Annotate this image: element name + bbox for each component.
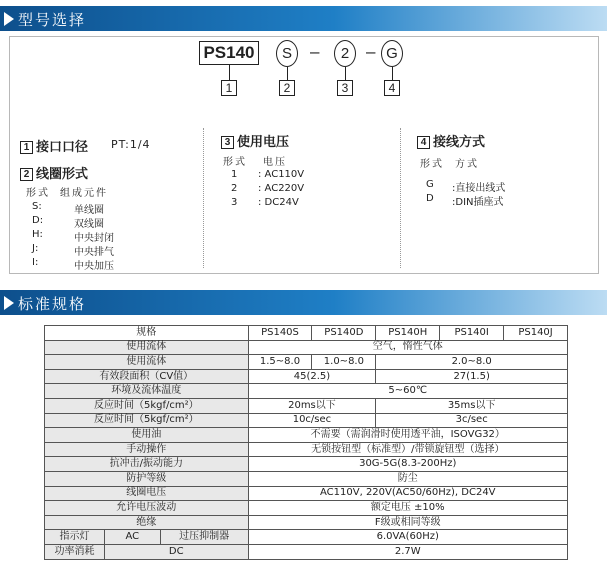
spec-label: 手动操作 [45, 442, 249, 457]
coil-desc: 中央加压 [74, 261, 114, 272]
index-badge: 2 [20, 168, 33, 181]
connector-line [392, 67, 393, 80]
index-box-3: 3 [337, 80, 353, 96]
spec-label: 有效段面积（CV值） [45, 369, 249, 384]
spec-value: 1.0~8.0 [312, 355, 376, 370]
spec-table [44, 325, 568, 560]
wiring-title: 接线方式 [433, 135, 486, 150]
spec-value: 1.5~8.0 [248, 355, 312, 370]
model-code-dash: – [310, 42, 320, 61]
spec-label: 使用油 [45, 428, 249, 443]
model-header: PS140D [312, 326, 376, 341]
coil-desc: 双线圈 [74, 219, 104, 230]
spec-label: DC [104, 544, 248, 559]
table-row [45, 544, 568, 559]
spec-label: 反应时间（5kgf/cm²） [45, 413, 249, 428]
spec-value: 10c/sec [248, 413, 376, 428]
coil-desc: 单线圈 [74, 205, 104, 216]
index-box-4: 4 [384, 80, 400, 96]
spec-label: 过压抑制器 [160, 530, 248, 545]
spec-value: 45(2.5) [248, 369, 376, 384]
spec-value: AC110V, 220V(AC50/60Hz), DC24V [248, 486, 567, 501]
connector-line [287, 67, 288, 80]
table-row [45, 486, 568, 501]
spec-value: 30G-5G(8.3-200Hz) [248, 457, 567, 472]
spec-value: 35ms以下 [376, 398, 568, 413]
voltage-code: 2 [231, 183, 238, 194]
table-row [45, 340, 568, 355]
spec-value: 无锁按钮型（标准型）/带锁旋钮型（选择） [248, 442, 567, 457]
table-row [45, 398, 568, 413]
coil-code: H: [32, 229, 43, 240]
port-size-value: PT:1/4 [111, 138, 151, 151]
model-header: PS140J [504, 326, 568, 341]
coil-code: I: [32, 257, 39, 268]
index-box-1: 1 [221, 80, 237, 96]
voltage-code: 3 [231, 197, 238, 208]
table-row [45, 355, 568, 370]
play-triangle-icon [4, 296, 14, 310]
spec-value: 5~60℃ [248, 384, 567, 399]
index-badge: 3 [221, 136, 234, 149]
spec-value: F级或相同等级 [248, 515, 567, 530]
model-code-wiring-circle: G [381, 40, 403, 67]
spec-label: 使用流体 [45, 355, 249, 370]
table-row [45, 501, 568, 516]
spec-label: AC [104, 530, 160, 545]
connector-line [229, 65, 230, 80]
table-row [45, 457, 568, 472]
index-box-2: 2 [279, 80, 295, 96]
coil-code: S: [32, 201, 42, 212]
voltage-header-form: 形式 [223, 157, 247, 168]
voltage-desc: : AC220V [258, 183, 305, 194]
spec-label: 反应时间（5kgf/cm²） [45, 398, 249, 413]
section-title: 标准规格 [18, 295, 87, 313]
spec-value: 27(1.5) [376, 369, 568, 384]
coil-code: J: [32, 243, 39, 254]
spec-value: 6.0VA(60Hz) [248, 530, 567, 545]
model-code-dash: – [366, 42, 376, 61]
wiring-code: D [426, 193, 434, 204]
spec-value: 额定电压 ±10% [248, 501, 567, 516]
model-code-main: PS140 [199, 41, 259, 65]
table-row [45, 442, 568, 457]
section-header-standard-spec [0, 290, 607, 315]
index-badge: 4 [417, 136, 430, 149]
index-badge: 1 [20, 141, 33, 154]
coil-desc: 中央排气 [74, 247, 114, 258]
spec-label: 规格 [45, 326, 249, 341]
column-divider [400, 128, 401, 268]
port-size-heading [20, 136, 88, 155]
coil-type-title: 线圈形式 [36, 167, 89, 182]
spec-label: 防护等级 [45, 471, 249, 486]
connector-line [345, 67, 346, 80]
spec-label: 指示灯 [45, 530, 105, 545]
table-row [45, 530, 568, 545]
section-header-model-selection [0, 6, 607, 31]
table-row [45, 384, 568, 399]
column-divider [203, 128, 204, 268]
coil-desc: 中央封闭 [74, 233, 114, 244]
model-code-voltage-circle: 2 [334, 40, 356, 67]
table-row [45, 326, 568, 341]
table-row [45, 515, 568, 530]
spec-label: 线圈电压 [45, 486, 249, 501]
table-row [45, 369, 568, 384]
section-title: 型号选择 [18, 11, 87, 29]
spec-value: 2.0~8.0 [376, 355, 568, 370]
spec-value: 防尘 [248, 471, 567, 486]
wiring-header-way: 方式 [455, 159, 479, 170]
wiring-desc: :DIN插座式 [452, 197, 504, 208]
spec-label: 环境及流体温度 [45, 384, 249, 399]
wiring-header-form: 形式 [420, 159, 444, 170]
spec-label: 允许电压波动 [45, 501, 249, 516]
spec-label: 使用流体 [45, 340, 249, 355]
spec-value: 空气，惰性气体 [248, 340, 567, 355]
voltage-header-voltage: 电压 [263, 157, 287, 168]
voltage-title: 使用电压 [237, 135, 290, 150]
model-header: PS140H [376, 326, 440, 341]
spec-label: 绝缘 [45, 515, 249, 530]
spec-label: 功率消耗 [45, 544, 105, 559]
coil-code: D: [32, 215, 44, 226]
spec-value: 2.7W [248, 544, 567, 559]
play-triangle-icon [4, 12, 14, 26]
coil-type-heading [20, 163, 88, 182]
table-row [45, 413, 568, 428]
voltage-code: 1 [231, 169, 238, 180]
coil-header-components: 组成元件 [60, 188, 108, 199]
model-header: PS140S [248, 326, 312, 341]
wiring-code: G [426, 179, 434, 190]
spec-value: 20ms以下 [248, 398, 376, 413]
coil-header-form: 形式 [26, 188, 50, 199]
spec-label: 抗冲击/振动能力 [45, 457, 249, 472]
wiring-desc: :直接出线式 [452, 183, 506, 194]
spec-value: 3c/sec [376, 413, 568, 428]
model-header: PS140I [440, 326, 504, 341]
voltage-heading [221, 131, 289, 150]
wiring-heading [417, 131, 485, 150]
voltage-desc: : AC110V [258, 169, 305, 180]
table-row [45, 471, 568, 486]
spec-value: 不需要（需润滑时使用透平油，ISOVG32） [248, 428, 567, 443]
voltage-desc: : DC24V [258, 197, 299, 208]
model-code-coil-circle: S [276, 40, 298, 67]
port-size-title: 接口口径 [36, 140, 89, 155]
table-row [45, 428, 568, 443]
